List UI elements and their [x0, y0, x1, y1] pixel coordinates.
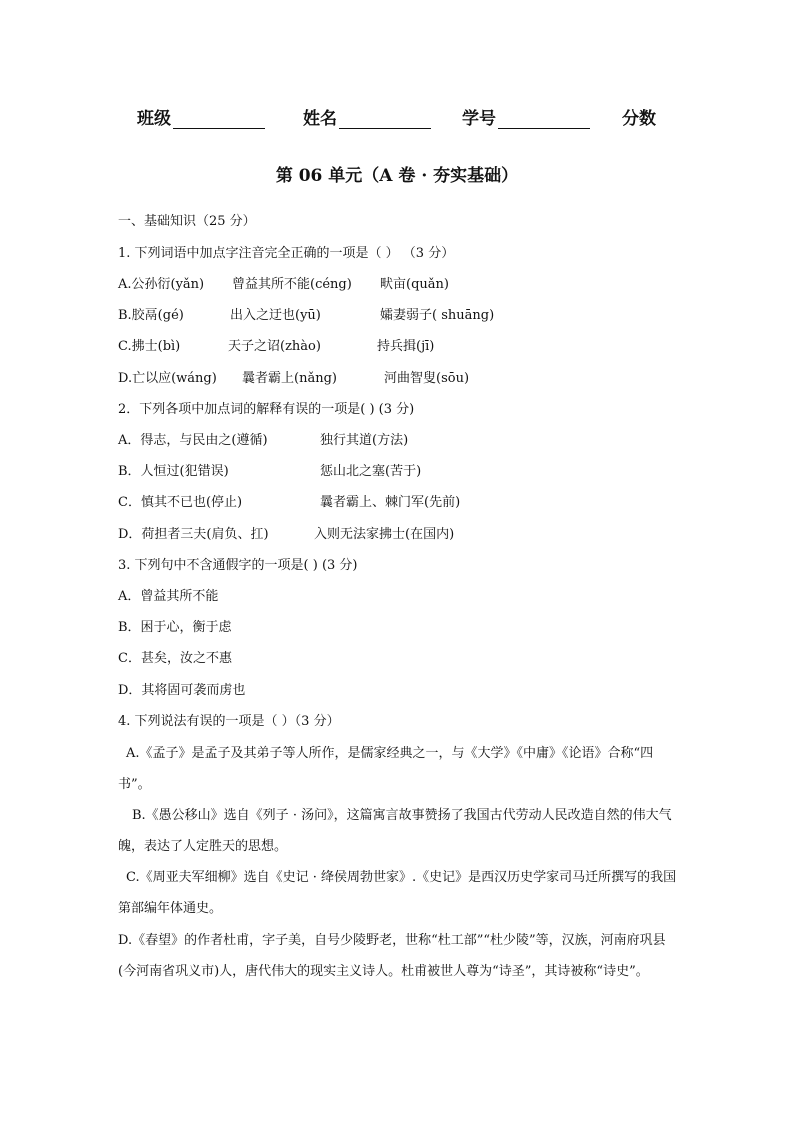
question-4-option-c: C.《周亚夫军细柳》选自《史记 · 绛侯周勃世家》.《史记》是西汉历史学家司马迁所撰写的我国第部编年体通史。	[118, 870, 677, 916]
option-item: A．得志，与民由之(遵循)	[118, 433, 268, 448]
name-label: 姓名	[303, 109, 337, 129]
question-1-stem: 1. 下列词语中加点字注音完全正确的一项是（ ） （3 分）	[118, 246, 455, 261]
option-item: 曩者霸上(nǎng)	[242, 371, 337, 386]
question-3-option-c: C．甚矣，汝之不惠	[118, 651, 232, 666]
option-item: A.公孙衍(yǎn)	[118, 277, 205, 292]
question-3-stem: 3. 下列句中不含通假字的一项是( ) (3 分)	[118, 558, 358, 573]
score-field	[622, 104, 656, 129]
question-3-option-b: B．困于心，衡于虑	[118, 620, 232, 635]
option-item: B.胶鬲(gé)	[118, 308, 184, 323]
class-blank[interactable]	[173, 110, 265, 129]
question-3-option-a: A．曾益其所不能	[118, 589, 219, 604]
option-item: 河曲智叟(sōu)	[384, 371, 470, 386]
option-item: 入则无法家拂士(在国内)	[314, 527, 455, 542]
option-item: 孀妻弱子( shuāng)	[380, 308, 495, 323]
student-id-blank[interactable]	[498, 110, 590, 129]
option-item: D．荷担者三夫(肩负、扛)	[118, 527, 269, 542]
option-item: 惩山北之塞(苦于)	[320, 464, 422, 479]
question-3-option-d: D．其将固可袭而虏也	[118, 683, 246, 698]
student-id-label: 学号	[462, 109, 496, 129]
option-item: 畎亩(quǎn)	[380, 277, 449, 292]
option-item: 曩者霸上、棘门军(先前)	[320, 495, 461, 510]
option-item: 曾益其所不能(céng)	[232, 277, 352, 292]
question-4-option-d: D.《春望》的作者杜甫，字子美，自号少陵野老，世称“杜工部”“杜少陵”等，汉族，河南府巩县(今河南省巩义市)人，唐代伟大的现实主义诗人。杜甫被世人尊为“诗圣”，其诗被称“诗史”。	[118, 933, 666, 979]
question-4-option-a: A.《孟子》是孟子及其弟子等人所作，是儒家经典之一，与《大学》《中庸》《论语》合称“四书”。	[118, 746, 654, 792]
option-item: 出入之迂也(yū)	[230, 308, 321, 323]
score-label: 分数	[622, 109, 656, 129]
option-item: B．人恒过(犯错误)	[118, 464, 229, 479]
question-4-option-b: B.《愚公移山》选自《列子 · 汤问》，这篇寓言故事赞扬了我国古代劳动人民改造自然的伟大气魄，表达了人定胜天的思想。	[118, 808, 672, 854]
class-label: 班级	[137, 109, 171, 129]
option-item: C.拂士(bì)	[118, 339, 181, 354]
option-item: D.亡以应(wáng)	[118, 371, 217, 386]
option-item: 独行其道(方法)	[320, 433, 409, 448]
option-item: 持兵揖(jī)	[377, 339, 435, 354]
page-title: 第 06 单元（A 卷 · 夯实基础）	[275, 166, 519, 186]
question-4-stem: 4. 下列说法有误的一项是（ ）（3 分）	[118, 714, 340, 729]
option-item: 天子之诏(zhào)	[228, 339, 321, 354]
class-field	[137, 104, 265, 129]
question-2-stem: 2．下列各项中加点词的解释有误的一项是( ) (3 分)	[118, 402, 415, 417]
student-id-field	[462, 104, 590, 129]
name-blank[interactable]	[339, 110, 431, 129]
option-item: C．慎其不已也(停止)	[118, 495, 243, 510]
section-heading: 一、基础知识（25 分）	[118, 214, 256, 229]
name-field	[303, 104, 431, 129]
